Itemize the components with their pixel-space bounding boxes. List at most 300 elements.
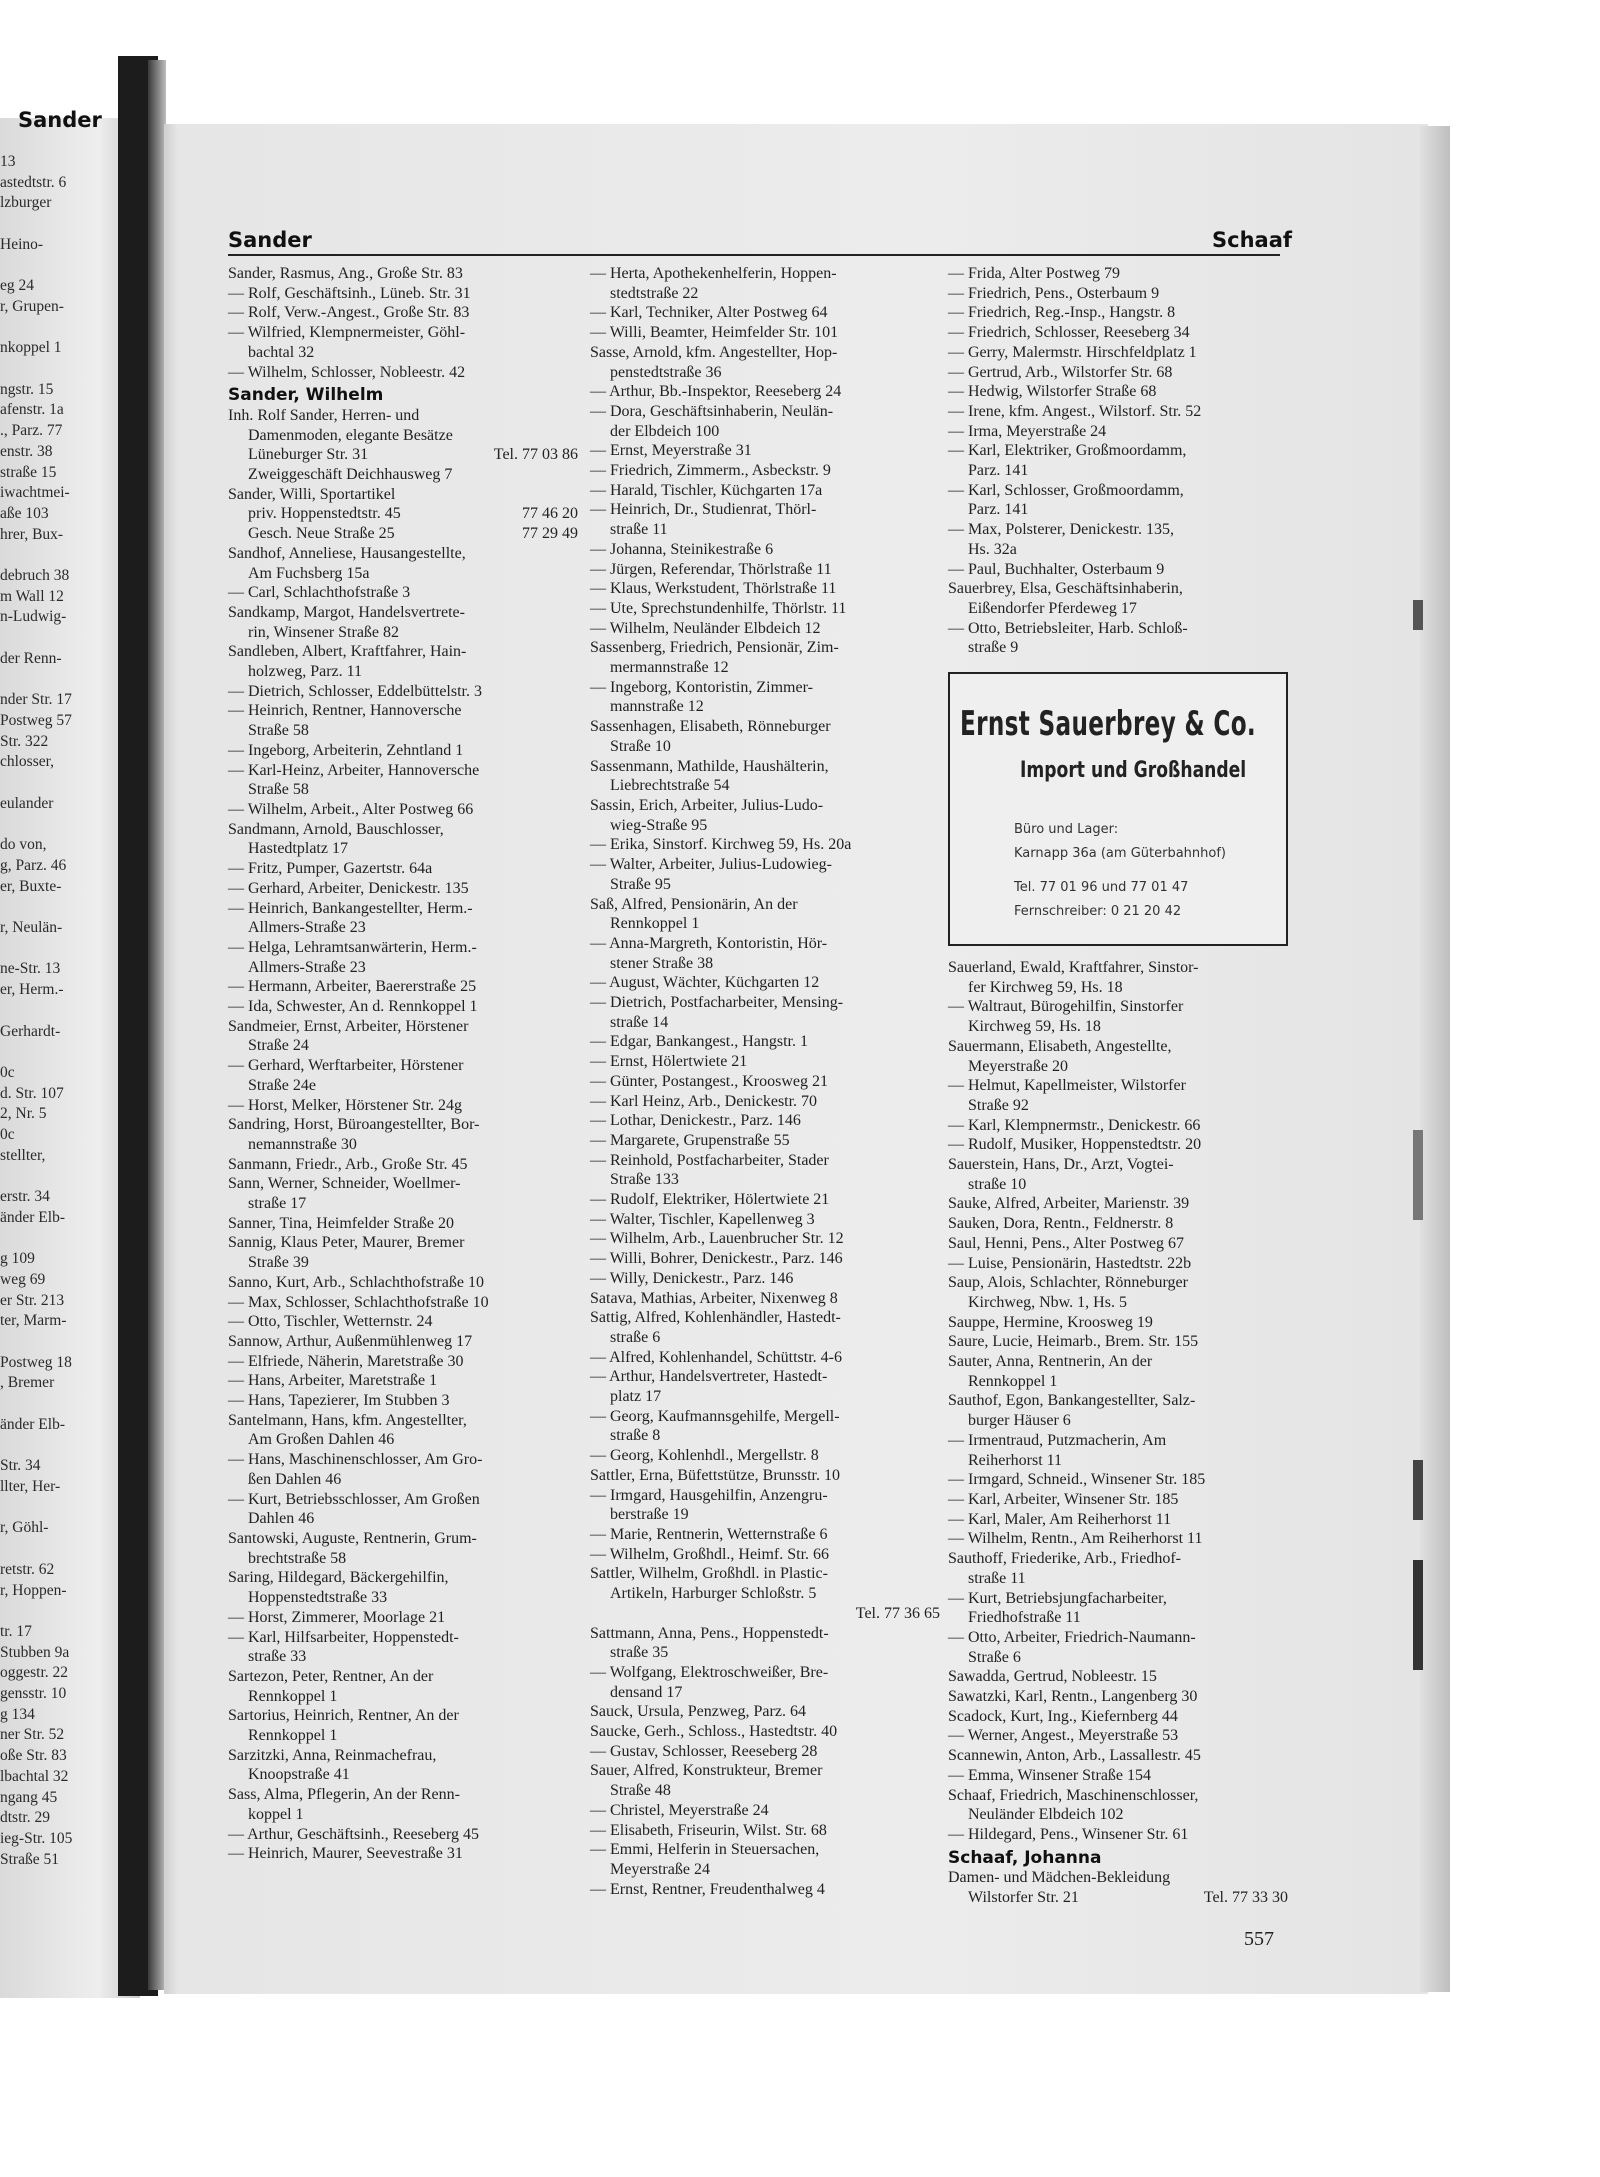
entry-continuation: penstedtstraße 36 bbox=[610, 363, 722, 381]
directory-entry bbox=[948, 1076, 1288, 1115]
directory-entry bbox=[948, 1687, 1288, 1707]
directory-entry bbox=[948, 481, 1288, 520]
left-page-fragment: g 109 bbox=[0, 1250, 35, 1268]
left-page-fragment: tr. 17 bbox=[0, 1622, 32, 1640]
entry-text: — Willy, Denickestr., Parz. 146 bbox=[590, 1269, 794, 1287]
entry-text: Santowski, Auguste, Rentnerin, Grum- bbox=[228, 1530, 477, 1547]
entry-continuation: Straße 24 bbox=[248, 1037, 309, 1055]
entry-text: Sauthoff, Friederike, Arb., Friedhof- bbox=[948, 1550, 1181, 1568]
entry-text: — Hans, Tapezierer, Im Stubben 3 bbox=[228, 1392, 450, 1410]
directory-entry bbox=[590, 481, 940, 501]
entry-text: — Werner, Angest., Meyerstraße 53 bbox=[948, 1727, 1179, 1745]
directory-entry bbox=[590, 1210, 940, 1230]
left-page-fragment: afenstr. 1a bbox=[0, 401, 64, 419]
entry-text: — Horst, Melker, Hörstener Str. 24g bbox=[228, 1096, 462, 1114]
ad-telex: Fernschreiber: 0 21 20 42 bbox=[1014, 904, 1182, 919]
entry-text: — Hans, Arbeiter, Maretstraße 1 bbox=[228, 1372, 438, 1390]
directory-entry bbox=[590, 1032, 940, 1052]
entry-text: — Emmi, Helferin in Steuersachen, bbox=[590, 1841, 820, 1859]
entry-text: — Karl, Maler, Am Reiherhorst 11 bbox=[948, 1510, 1172, 1528]
entry-continuation: Dahlen 46 bbox=[248, 1510, 315, 1528]
entry-contact-value: Tel. 77 36 65 bbox=[855, 1604, 940, 1622]
directory-entry bbox=[228, 1391, 578, 1411]
entry-continuation: mannstraße 12 bbox=[610, 698, 704, 716]
left-page-fragment: lbachtal 32 bbox=[0, 1767, 69, 1785]
entry-continuation: straße 33 bbox=[248, 1648, 307, 1666]
entry-continuation: densand 17 bbox=[610, 1683, 683, 1701]
entry-text: Sauppe, Hermine, Kroosweg 19 bbox=[948, 1313, 1153, 1331]
entry-text: Sanmann, Friedr., Arb., Große Str. 45 bbox=[228, 1155, 468, 1173]
directory-entry bbox=[590, 678, 940, 717]
directory-entry bbox=[590, 1446, 940, 1466]
entry-continuation: Kirchweg, Nbw. 1, Hs. 5 bbox=[968, 1293, 1127, 1311]
entry-text: — Otto, Tischler, Wetternstr. 24 bbox=[228, 1313, 433, 1331]
directory-entry bbox=[948, 382, 1288, 402]
directory-entry bbox=[590, 441, 940, 461]
entry-text: Saß, Alfred, Pensionärin, An der bbox=[590, 895, 798, 913]
entry-text: — Helmut, Kapellmeister, Wilstorfer bbox=[948, 1077, 1186, 1095]
entry-continuation: Reiherhorst 11 bbox=[968, 1451, 1063, 1469]
left-page-fragment: , Bremer bbox=[0, 1374, 55, 1392]
entry-continuation: Straße 24e bbox=[248, 1076, 316, 1094]
directory-entry bbox=[228, 1056, 578, 1095]
entry-text: — Frida, Alter Postweg 79 bbox=[948, 265, 1120, 282]
entry-text: Sawadda, Gertrud, Nobleestr. 15 bbox=[948, 1668, 1157, 1686]
page-edge bbox=[1420, 126, 1450, 1992]
entry-continuation: Rennkoppel 1 bbox=[968, 1372, 1058, 1390]
directory-entry bbox=[590, 1367, 940, 1406]
left-page-fragment: iwachtmei- bbox=[0, 484, 70, 502]
entry-text: Sauer, Alfred, Konstrukteur, Bremer bbox=[590, 1762, 823, 1780]
entry-continuation: burger Häuser 6 bbox=[968, 1412, 1071, 1430]
directory-entry bbox=[228, 1233, 578, 1272]
entry-text: Sassenberg, Friedrich, Pensionär, Zim- bbox=[590, 639, 839, 657]
entry-text: Sandmann, Arnold, Bauschlosser, bbox=[228, 820, 444, 838]
entry-continuation: Eißendorfer Pferdeweg 17 bbox=[968, 599, 1137, 617]
entry-text: — Marie, Rentnerin, Wetternstraße 6 bbox=[590, 1526, 828, 1543]
entry-continuation: ßen Dahlen 46 bbox=[248, 1470, 342, 1488]
left-page-fragment: änder Elb- bbox=[0, 1208, 65, 1226]
entry-text: — Heinrich, Bankangestellter, Herm.- bbox=[228, 899, 473, 917]
left-page-fragment: Str. 322 bbox=[0, 732, 49, 750]
directory-entry bbox=[948, 997, 1288, 1036]
directory-entry bbox=[948, 1352, 1288, 1391]
directory-entry bbox=[590, 1092, 940, 1112]
directory-entry bbox=[590, 1131, 940, 1151]
left-page-fragment: d. Str. 107 bbox=[0, 1084, 64, 1102]
directory-entry bbox=[590, 323, 940, 343]
entry-text: Sannow, Arthur, Außenmühlenweg 17 bbox=[228, 1332, 473, 1350]
directory-entry bbox=[228, 1825, 578, 1845]
directory-entry bbox=[948, 1155, 1288, 1194]
directory-entry bbox=[228, 761, 578, 800]
directory-entry bbox=[228, 1568, 578, 1607]
left-page-fragment: 0c bbox=[0, 1126, 15, 1144]
directory-entry bbox=[228, 303, 578, 323]
directory-entry bbox=[948, 1529, 1288, 1549]
left-page-fragment: lzburger bbox=[0, 194, 52, 212]
entry-continuation: Straße 48 bbox=[610, 1782, 671, 1800]
directory-entry bbox=[948, 1549, 1288, 1588]
entry-text: — Karl, Techniker, Alter Postweg 64 bbox=[590, 304, 828, 322]
entry-continuation: straße 14 bbox=[610, 1013, 669, 1031]
left-page-fragment: r, Neulän- bbox=[0, 919, 63, 937]
entry-text: — Margarete, Grupenstraße 55 bbox=[590, 1131, 790, 1149]
directory-entry bbox=[228, 879, 578, 899]
entry-continuation: straße 11 bbox=[610, 521, 668, 539]
directory-entry bbox=[590, 599, 940, 619]
directory-entry bbox=[590, 1052, 940, 1072]
entry-text: Scannewin, Anton, Arb., Lassallestr. 45 bbox=[948, 1747, 1201, 1765]
directory-entry bbox=[948, 343, 1288, 363]
entry-contact-row bbox=[228, 445, 578, 465]
entry-continuation: Hs. 32a bbox=[968, 540, 1017, 558]
directory-entry bbox=[948, 1707, 1288, 1727]
directory-entry bbox=[228, 1115, 578, 1154]
entry-text: Sauter, Anna, Rentnerin, An der bbox=[948, 1353, 1153, 1371]
entry-text: Sattler, Wilhelm, Großhdl. in Plastic- bbox=[590, 1565, 828, 1583]
directory-entry bbox=[948, 1332, 1288, 1352]
directory-entry bbox=[948, 363, 1288, 383]
directory-entry bbox=[590, 1269, 940, 1289]
entry-text: Sartezon, Peter, Rentner, An der bbox=[228, 1667, 434, 1685]
entry-text: Sauerland, Ewald, Kraftfahrer, Sinstor- bbox=[948, 959, 1199, 976]
directory-entry bbox=[948, 1510, 1288, 1530]
directory-entry bbox=[590, 717, 940, 756]
entry-text: — Wilhelm, Rentn., Am Reiherhorst 11 bbox=[948, 1530, 1203, 1548]
entry-text: — Walter, Tischler, Kapellenweg 3 bbox=[590, 1210, 815, 1228]
entry-continuation: Straße 133 bbox=[610, 1171, 679, 1189]
entry-contact-row bbox=[228, 504, 578, 524]
entry-continuation: Straße 95 bbox=[610, 875, 671, 893]
entry-continuation: Rennkoppel 1 bbox=[248, 1687, 338, 1705]
left-page-fragment: aße 103 bbox=[0, 504, 49, 522]
left-page-fragment: Heino- bbox=[0, 235, 44, 253]
entry-continuation: Artikeln, Harburger Schloßstr. 5 bbox=[610, 1585, 817, 1603]
directory-entry bbox=[948, 958, 1288, 997]
entry-text: — Karl-Heinz, Arbeiter, Hannoversche bbox=[228, 761, 480, 779]
entry-text: — Fritz, Pumper, Gazertstr. 64a bbox=[228, 860, 433, 878]
entry-text: — Paul, Buchhalter, Osterbaum 9 bbox=[948, 560, 1165, 578]
left-page-fragment: Postweg 18 bbox=[0, 1353, 72, 1371]
entry-text: Sanner, Tina, Heimfelder Straße 20 bbox=[228, 1214, 454, 1232]
directory-entry bbox=[228, 682, 578, 702]
directory-entry bbox=[948, 1194, 1288, 1214]
entry-text: — Rolf, Verw.-Angest., Große Str. 83 bbox=[228, 304, 470, 322]
left-page-fragment: gensstr. 10 bbox=[0, 1685, 67, 1703]
directory-entry bbox=[948, 1431, 1288, 1470]
entry-continuation: brechtstraße 58 bbox=[248, 1549, 347, 1567]
directory-entry bbox=[228, 899, 578, 938]
directory-entry bbox=[948, 1273, 1288, 1312]
entry-text: — Rolf, Geschäftsinh., Lüneb. Str. 31 bbox=[228, 284, 471, 302]
entry-text: Sattmann, Anna, Pens., Hoppenstedt- bbox=[590, 1624, 829, 1642]
entry-text: — Helga, Lehramtsanwärterin, Herm.- bbox=[228, 938, 477, 956]
directory-column-3-bottom bbox=[948, 958, 1288, 1908]
entry-text: — Alfred, Kohlenhandel, Schüttstr. 4-6 bbox=[590, 1348, 842, 1366]
directory-entry bbox=[228, 1352, 578, 1372]
directory-entry bbox=[228, 1155, 578, 1175]
directory-entry bbox=[590, 1702, 940, 1722]
entry-continuation: straße 9 bbox=[968, 639, 1019, 657]
entry-text: — Karl, Klempnermstr., Denickestr. 66 bbox=[948, 1116, 1201, 1134]
directory-entry bbox=[228, 1628, 578, 1667]
directory-entry bbox=[590, 1624, 940, 1663]
left-page-fragment: oggestr. 22 bbox=[0, 1664, 69, 1682]
entry-text: — Georg, Kohlenhdl., Mergellstr. 8 bbox=[590, 1447, 819, 1465]
directory-entry bbox=[948, 1214, 1288, 1234]
entry-text: — Irene, kfm. Angest., Wilstorf. Str. 52 bbox=[948, 402, 1202, 420]
entry-continuation: Rennkoppel 1 bbox=[248, 1727, 338, 1745]
directory-entry bbox=[590, 1742, 940, 1762]
directory-entry bbox=[590, 1840, 940, 1879]
entry-text: — Elfriede, Näherin, Maretstraße 30 bbox=[228, 1352, 464, 1370]
directory-entry bbox=[590, 1525, 940, 1545]
entry-continuation: Straße 92 bbox=[968, 1096, 1029, 1114]
entry-continuation: Hastedtplatz 17 bbox=[248, 840, 348, 858]
directory-entry bbox=[948, 1786, 1288, 1825]
left-page-fragment: llter, Her- bbox=[0, 1478, 61, 1495]
entry-continuation: wieg-Straße 95 bbox=[610, 816, 708, 834]
entry-continuation: Straße 58 bbox=[248, 781, 309, 799]
directory-entry bbox=[948, 422, 1288, 442]
margin-mark bbox=[1413, 1560, 1423, 1670]
entry-continuation: stedtstraße 22 bbox=[610, 284, 699, 302]
directory-entry bbox=[590, 1407, 940, 1446]
ad-subtitle: Import und Großhandel bbox=[1020, 758, 1247, 783]
left-page-fragment: ., Parz. 77 bbox=[0, 422, 63, 440]
entry-continuation: straße 8 bbox=[610, 1427, 661, 1445]
directory-entry bbox=[590, 855, 940, 894]
entry-text: — Gerhard, Werftarbeiter, Hörstener bbox=[228, 1057, 464, 1075]
entry-text: — Otto, Betriebsleiter, Harb. Schloß- bbox=[948, 619, 1188, 637]
left-page-fragment: ner Str. 52 bbox=[0, 1726, 65, 1744]
directory-entry bbox=[590, 1151, 940, 1190]
directory-entry bbox=[948, 284, 1288, 304]
directory-entry bbox=[228, 741, 578, 761]
entry-continuation: mermannstraße 12 bbox=[610, 659, 729, 677]
entry-continuation: Kirchweg 59, Hs. 18 bbox=[968, 1018, 1101, 1036]
directory-entry bbox=[228, 1096, 578, 1116]
entry-text: — Wilhelm, Großhdl., Heimf. Str. 66 bbox=[590, 1545, 830, 1563]
running-header-left: Sander bbox=[228, 228, 312, 252]
directory-entry bbox=[948, 1726, 1288, 1746]
directory-entry bbox=[948, 1116, 1288, 1136]
entry-continuation: Am Fuchsberg 15a bbox=[248, 564, 370, 582]
entry-continuation: Hoppenstedtstraße 33 bbox=[248, 1589, 388, 1607]
directory-entry bbox=[590, 757, 940, 796]
entry-text: Saul, Henni, Pens., Alter Postweg 67 bbox=[948, 1234, 1184, 1252]
directory-entry bbox=[948, 1470, 1288, 1490]
entry-continuation: stener Straße 38 bbox=[610, 954, 714, 972]
entry-text: — Heinrich, Dr., Studienrat, Thörl- bbox=[590, 501, 817, 519]
directory-entry bbox=[948, 560, 1288, 580]
entry-text: — Wilhelm, Arb., Lauenbrucher Str. 12 bbox=[590, 1230, 844, 1248]
entry-text: — Anna-Margreth, Kontoristin, Hör- bbox=[590, 934, 828, 952]
entry-text: — Friedrich, Reg.-Insp., Hangstr. 8 bbox=[948, 304, 1176, 322]
entry-text: — Ernst, Rentner, Freudenthalweg 4 bbox=[590, 1880, 825, 1898]
directory-entry bbox=[590, 303, 940, 323]
directory-entry bbox=[590, 560, 940, 580]
entry-text: Sauermann, Elisabeth, Angestellte, bbox=[948, 1037, 1172, 1055]
entry-text: — Karl Heinz, Arb., Denickestr. 70 bbox=[590, 1092, 818, 1110]
directory-entry bbox=[948, 619, 1288, 658]
directory-entry bbox=[590, 579, 940, 599]
directory-entry bbox=[590, 1663, 940, 1702]
left-page-fragment: der Renn- bbox=[0, 649, 62, 667]
left-page-fragment: ieg-Str. 105 bbox=[0, 1829, 73, 1847]
directory-entry bbox=[228, 284, 578, 304]
entry-text: — Johanna, Steinikestraße 6 bbox=[590, 540, 774, 558]
directory-entry bbox=[590, 1190, 940, 1210]
entry-text: Schaaf, Johanna bbox=[948, 1847, 1102, 1868]
directory-entry bbox=[948, 1667, 1288, 1687]
directory-entry bbox=[590, 264, 940, 303]
entry-text: — Christel, Meyerstraße 24 bbox=[590, 1801, 769, 1819]
entry-text: — Heinrich, Rentner, Hannoversche bbox=[228, 702, 462, 720]
entry-text: — Harald, Tischler, Küchgarten 17a bbox=[590, 481, 823, 499]
entry-text: — Kurt, Betriebsjungfacharbeiter, bbox=[948, 1589, 1167, 1607]
entry-text: Sanno, Kurt, Arb., Schlachthofstraße 10 bbox=[228, 1273, 484, 1291]
left-page-fragment: 13 bbox=[0, 153, 16, 170]
directory-entry bbox=[590, 619, 940, 639]
directory-entry bbox=[228, 485, 578, 544]
directory-entry bbox=[948, 264, 1288, 284]
directory-entry bbox=[590, 1072, 940, 1092]
entry-continuation: fer Kirchweg 59, Hs. 18 bbox=[968, 978, 1123, 996]
entry-text: Saucke, Gerh., Schloss., Hastedtstr. 40 bbox=[590, 1723, 838, 1741]
left-page-fragment: retstr. 62 bbox=[0, 1560, 55, 1578]
directory-entry bbox=[590, 973, 940, 993]
directory-entry bbox=[228, 323, 578, 362]
entry-text: — Ingeborg, Arbeiterin, Zehntland 1 bbox=[228, 741, 464, 759]
entry-text: — Arthur, Bb.-Inspektor, Reeseberg 24 bbox=[590, 383, 842, 401]
entry-text: — Georg, Kaufmannsgehilfe, Mergell- bbox=[590, 1407, 840, 1425]
entry-continuation: straße 10 bbox=[968, 1175, 1027, 1193]
left-page-fragment: ngstr. 15 bbox=[0, 380, 54, 398]
directory-entry bbox=[228, 1450, 578, 1489]
entry-continuation: Allmers-Straße 23 bbox=[248, 919, 366, 937]
left-page-fragment: er Str. 213 bbox=[0, 1291, 65, 1309]
entry-continuation: Am Großen Dahlen 46 bbox=[248, 1431, 395, 1449]
directory-entry bbox=[590, 1249, 940, 1269]
entry-text: — Dietrich, Schlosser, Eddelbüttelstr. 3 bbox=[228, 682, 482, 700]
left-page-fragment: ne-Str. 13 bbox=[0, 960, 61, 978]
ad-telephone: Tel. 77 01 96 und 77 01 47 bbox=[1014, 880, 1189, 895]
entry-text: Sattig, Alfred, Kohlenhändler, Hastedt- bbox=[590, 1309, 841, 1327]
entry-continuation: berstraße 19 bbox=[610, 1506, 689, 1524]
entry-text: — Friedrich, Zimmerm., Asbeckstr. 9 bbox=[590, 462, 831, 480]
entry-text: — Dietrich, Postfacharbeiter, Mensing- bbox=[590, 994, 844, 1012]
entry-continuation: Allmers-Straße 23 bbox=[248, 958, 366, 976]
entry-text: Satava, Mathias, Arbeiter, Nixenweg 8 bbox=[590, 1289, 838, 1307]
entry-contact-row bbox=[948, 1888, 1288, 1908]
entry-text: Damen- und Mädchen-Bekleidung bbox=[948, 1869, 1171, 1887]
entry-continuation: bachtal 32 bbox=[248, 343, 315, 361]
entry-continuation: Meyerstraße 20 bbox=[968, 1057, 1068, 1075]
left-page-fragment: nder Str. 17 bbox=[0, 691, 72, 709]
directory-entry bbox=[228, 859, 578, 879]
directory-entry bbox=[228, 1490, 578, 1529]
directory-entry bbox=[228, 1174, 578, 1213]
entry-text: — Wilfried, Klempnermeister, Göhl- bbox=[228, 324, 466, 342]
directory-entry bbox=[590, 796, 940, 835]
directory-entry bbox=[590, 1229, 940, 1249]
entry-text: — Luise, Pensionärin, Hastedtstr. 22b bbox=[948, 1254, 1192, 1272]
entry-text: Sandmeier, Ernst, Arbeiter, Hörstener bbox=[228, 1017, 469, 1035]
directory-entry bbox=[590, 500, 940, 539]
entry-text: Sander, Wilhelm bbox=[228, 385, 384, 406]
entry-text: — Willi, Beamter, Heimfelder Str. 101 bbox=[590, 324, 839, 342]
entry-continuation: Zweiggeschäft Deichhausweg 7 bbox=[248, 466, 453, 484]
entry-text: Sassenmann, Mathilde, Haushälterin, bbox=[590, 757, 829, 775]
entry-text: Sandring, Horst, Büroangestellter, Bor- bbox=[228, 1116, 480, 1134]
entry-continuation: straße 17 bbox=[248, 1195, 307, 1213]
entry-continuation: nemannstraße 30 bbox=[248, 1135, 357, 1153]
directory-entry bbox=[948, 303, 1288, 323]
entry-text: — Hermann, Arbeiter, Baererstraße 25 bbox=[228, 978, 477, 996]
entry-text: Sauken, Dora, Rentn., Feldnerstr. 8 bbox=[948, 1215, 1174, 1233]
left-page-fragment: n-Ludwig- bbox=[0, 608, 67, 626]
entry-text: Sauke, Alfred, Arbeiter, Marienstr. 39 bbox=[948, 1195, 1190, 1213]
directory-entry bbox=[228, 1371, 578, 1391]
entry-text: Sauck, Ursula, Penzweg, Parz. 64 bbox=[590, 1703, 806, 1721]
entry-heading bbox=[228, 386, 578, 406]
left-page-fragment: g 134 bbox=[0, 1705, 35, 1723]
left-page-fragment: do von, bbox=[0, 836, 47, 854]
directory-entry bbox=[948, 1391, 1288, 1430]
left-page-fragment: Postweg 57 bbox=[0, 711, 72, 729]
left-page-fragment: r, Grupen- bbox=[0, 297, 64, 315]
directory-entry bbox=[948, 520, 1288, 559]
directory-entry bbox=[228, 1529, 578, 1568]
directory-entry bbox=[590, 1545, 940, 1565]
entry-text: — Kurt, Betriebsschlosser, Am Großen bbox=[228, 1490, 480, 1508]
directory-entry bbox=[228, 997, 578, 1017]
directory-entry bbox=[590, 461, 940, 481]
entry-text: — Wilhelm, Neuländer Elbdeich 12 bbox=[590, 619, 821, 637]
entry-text: — Heinrich, Maurer, Seevestraße 31 bbox=[228, 1845, 463, 1863]
left-page-header: Sander bbox=[18, 108, 102, 132]
entry-continuation: rin, Winsener Straße 82 bbox=[248, 623, 400, 641]
entry-continuation: Straße 58 bbox=[248, 722, 309, 740]
directory-entry bbox=[228, 1411, 578, 1450]
entry-text: Sandleben, Albert, Kraftfahrer, Hain- bbox=[228, 643, 467, 661]
entry-continuation: Straße 6 bbox=[968, 1648, 1021, 1666]
directory-entry bbox=[228, 977, 578, 997]
directory-entry bbox=[228, 820, 578, 859]
directory-entry bbox=[228, 583, 578, 603]
directory-entry bbox=[228, 1608, 578, 1628]
entry-contact-value: Tel. 77 03 86 bbox=[493, 446, 578, 464]
left-page-fragment: hrer, Bux- bbox=[0, 525, 64, 543]
directory-entry bbox=[228, 1746, 578, 1785]
entry-contact-value: 77 29 49 bbox=[522, 525, 578, 543]
directory-entry bbox=[228, 938, 578, 977]
entry-text: Sauthof, Egon, Bankangestellter, Salz- bbox=[948, 1392, 1196, 1410]
directory-entry bbox=[948, 1234, 1288, 1254]
directory-entry bbox=[948, 1135, 1288, 1155]
entry-text: — Gustav, Schlosser, Reeseberg 28 bbox=[590, 1742, 818, 1760]
entry-text: Schaaf, Friedrich, Maschinenschlosser, bbox=[948, 1786, 1199, 1804]
entry-contact-value: Tel. 77 33 30 bbox=[1203, 1889, 1288, 1907]
directory-entry bbox=[228, 1293, 578, 1313]
entry-text: — Irmentraud, Putzmacherin, Am bbox=[948, 1431, 1167, 1449]
directory-entry bbox=[228, 1332, 578, 1352]
directory-entry bbox=[948, 1628, 1288, 1667]
entry-text: Sattler, Erna, Büfettstütze, Brunsstr. 10 bbox=[590, 1466, 840, 1484]
entry-continuation: Knoopstraße 41 bbox=[248, 1766, 350, 1784]
